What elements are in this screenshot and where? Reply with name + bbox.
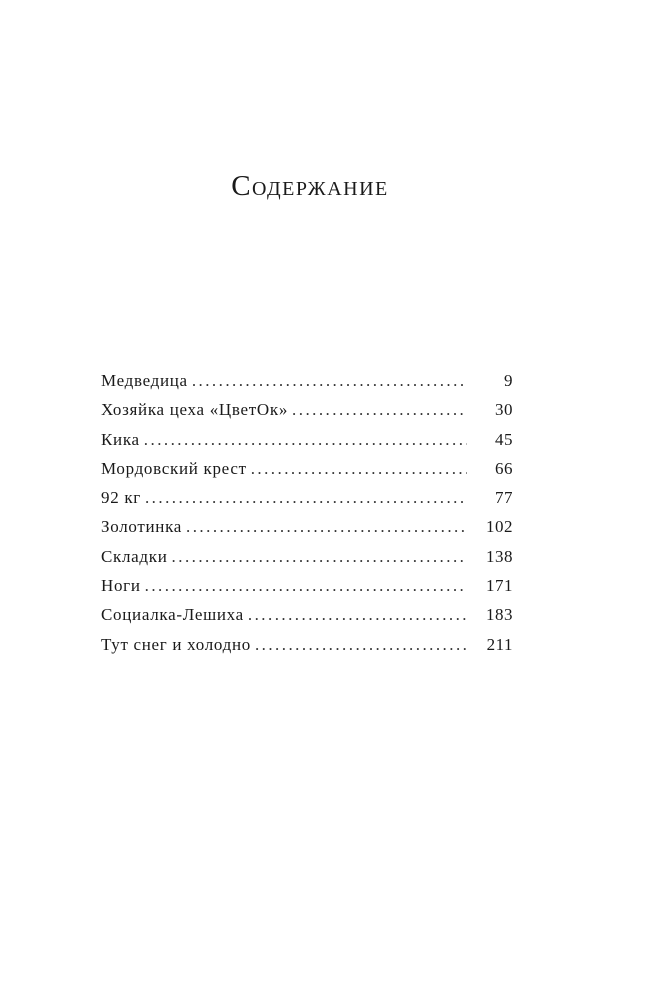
page-title: Содержание [231, 170, 389, 202]
toc-entry-page: 183 [486, 605, 513, 625]
toc-entry-page: 138 [486, 546, 513, 566]
toc-leader-dots [145, 571, 467, 600]
toc-leader-dots [144, 425, 467, 454]
toc-leader-dots [255, 630, 467, 659]
toc-entry-title: Кика [101, 429, 140, 449]
toc-entry-page: 102 [486, 517, 513, 537]
toc-leader-dots [145, 483, 467, 512]
toc-entry-title: Мордовский крест [101, 458, 247, 478]
toc-entry [101, 600, 513, 629]
toc-entry [101, 454, 513, 483]
toc-entry-page: 77 [495, 488, 513, 508]
toc-leader-dots [292, 395, 467, 424]
toc-entry-title: Социалка-Лешиха [101, 605, 244, 625]
toc-entry [101, 630, 513, 659]
toc-entry-page: 9 [504, 371, 513, 390]
toc-entry-title: Тут снег и холодно [101, 634, 251, 654]
toc-entry-title: 92 кг [101, 488, 141, 508]
toc-entry-title: Складки [101, 546, 168, 566]
toc-entry-title: Ноги [101, 576, 141, 596]
toc-entry-page: 45 [495, 429, 513, 449]
toc-entry-title: Хозяйка цеха «ЦветОк» [101, 400, 289, 420]
toc-entry-page: 171 [486, 576, 513, 596]
toc-entry-page: 211 [486, 634, 513, 654]
toc-entry [101, 571, 513, 600]
toc-entry [101, 425, 513, 454]
toc-entry [101, 483, 513, 512]
table-of-contents [101, 366, 513, 659]
toc-entry [101, 542, 513, 571]
toc-entry-title: Медведица [101, 371, 188, 390]
toc-entry [101, 395, 513, 424]
toc-entry-title: Золотинка [101, 517, 183, 537]
toc-leader-dots [186, 512, 467, 541]
toc-leader-dots [248, 600, 467, 629]
toc-entry-page: 66 [495, 458, 513, 478]
toc-entry-page: 30 [495, 400, 513, 420]
toc-leader-dots [172, 542, 467, 571]
toc-leader-dots [251, 454, 467, 483]
toc-entry [101, 512, 513, 541]
toc-entry [101, 366, 513, 395]
toc-leader-dots [192, 366, 467, 395]
